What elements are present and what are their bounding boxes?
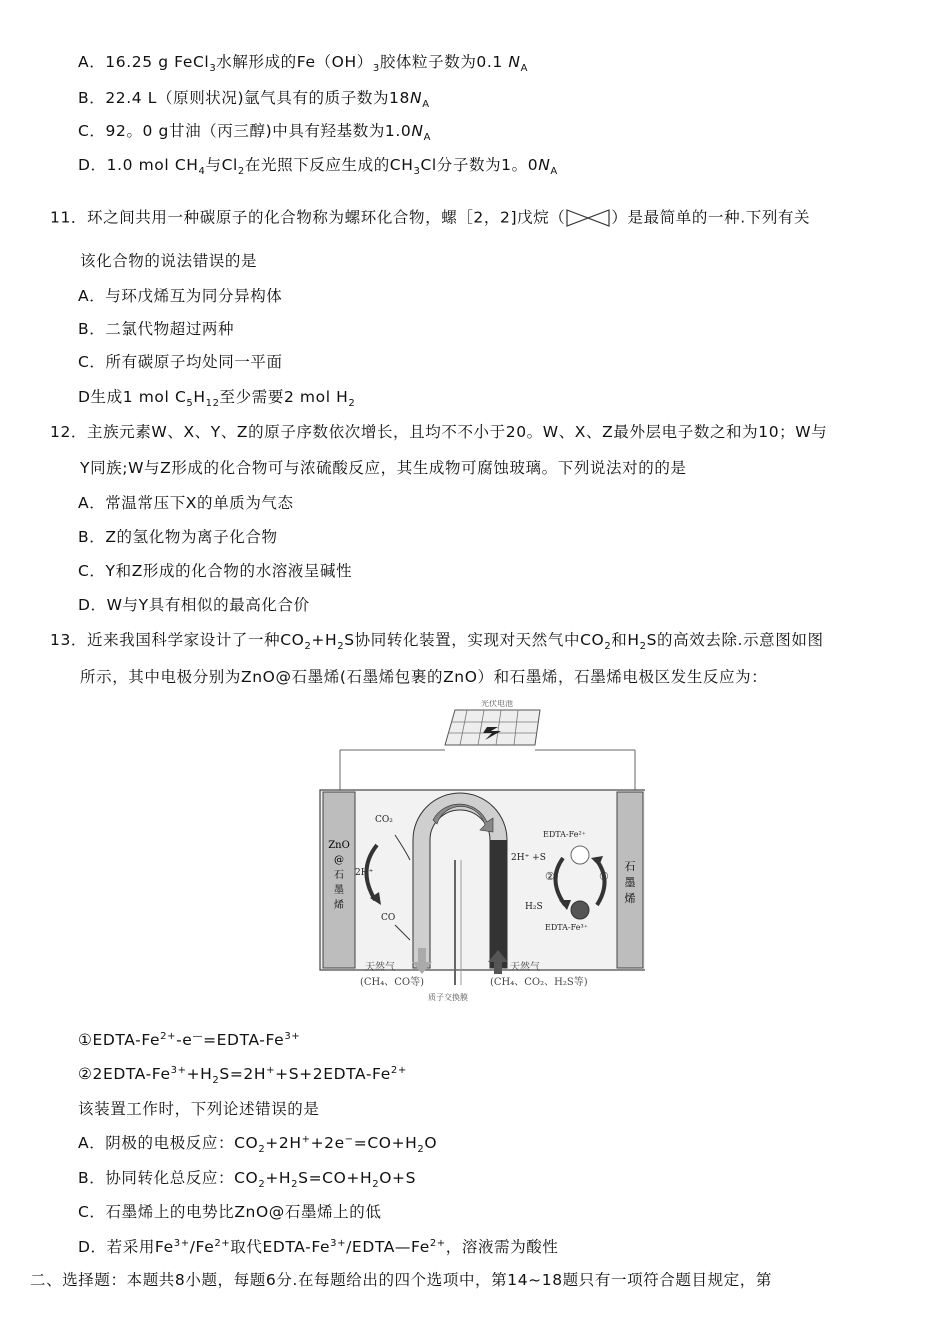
gas-in-label: 天然气 — [510, 962, 540, 973]
text-segment: ）是最简单的一种.下列有关 — [611, 208, 811, 227]
text-line — [78, 121, 432, 144]
text-segment: B．协同转化总反应：CO — [78, 1169, 259, 1187]
text-segment: 3 — [413, 166, 421, 178]
text-segment: 2+ — [429, 1237, 446, 1249]
text-line — [50, 630, 824, 653]
text-segment: + — [301, 1133, 311, 1145]
text-line — [78, 52, 529, 75]
text-segment: +S+2EDTA-Fe — [275, 1065, 391, 1083]
text-segment: D生成1 mol C — [78, 388, 187, 406]
text-segment: A．常温常压下X的单质为气态 — [78, 494, 294, 512]
edta-fe3-label: EDTA-Fe³⁺ — [545, 923, 588, 932]
h2s-label: H₂S — [525, 902, 543, 912]
fe3-circle — [571, 901, 589, 919]
text-line — [78, 1202, 381, 1222]
text-segment: + — [266, 1064, 276, 1076]
text-segment: N — [411, 122, 424, 140]
text-segment: 2 — [212, 1075, 220, 1087]
text-segment: 12 — [205, 398, 220, 410]
text-segment: H — [193, 388, 206, 406]
step1-label: ① — [599, 870, 609, 883]
solar-panel-icon — [445, 710, 540, 745]
text-segment: 3+ — [173, 1237, 190, 1249]
text-segment: 二、选择题：本题共8小题，每题6分.在每题给出的四个选项中，第14~18题只有一项符合题目规定，第 — [30, 1271, 772, 1289]
text-segment: 所示，其中电极分别为ZnO@石墨烯(石墨烯包裹的ZnO）和石墨烯，石墨烯电极区发生反应为： — [80, 668, 768, 686]
solar-cell-label: 光伏电池 — [481, 700, 513, 708]
text-segment: A．阴极的电极反应：CO — [78, 1134, 259, 1152]
text-segment: S=2H — [219, 1065, 267, 1083]
text-segment: 3+ — [330, 1237, 347, 1249]
text-line — [80, 667, 767, 687]
text-segment: 4 — [198, 166, 206, 178]
text-segment: 2 — [337, 641, 345, 653]
text-segment: =EDTA-Fe — [203, 1031, 285, 1049]
text-segment: ，溶液需为酸性 — [445, 1238, 559, 1256]
text-segment: A — [422, 99, 430, 111]
text-line — [78, 527, 278, 547]
text-segment: 2 — [417, 1144, 425, 1156]
text-segment: 2 — [348, 398, 356, 410]
text-segment: B．Z的氢化物为离子化合物 — [78, 528, 278, 546]
text-line — [78, 1099, 320, 1119]
text-segment: 2 — [258, 1179, 266, 1191]
text-segment: 2+ — [390, 1064, 407, 1076]
text-segment: 2 — [639, 641, 647, 653]
text-segment: 2 — [291, 1179, 299, 1191]
text-segment: ②2EDTA-Fe — [78, 1065, 171, 1083]
text-segment: 水解形成的Fe（OH） — [216, 53, 373, 71]
spiropentane-structure-icon — [565, 207, 611, 229]
text-line — [78, 319, 234, 339]
text-segment: S协同转化装置，实现对天然气中CO — [344, 631, 605, 649]
text-segment: S的高效去除.示意图如图 — [646, 631, 824, 649]
text-segment: C．Y和Z形成的化合物的水溶液呈碱性 — [78, 562, 353, 580]
left-electrode-label: ZnO — [328, 840, 350, 851]
text-segment: 2 — [604, 641, 612, 653]
text-segment: ①EDTA-Fe — [78, 1031, 161, 1049]
text-segment: N — [508, 53, 521, 71]
text-segment: 在光照下反应生成的CH — [244, 156, 414, 174]
text-segment: A — [423, 132, 432, 144]
text-segment: 取代EDTA-Fe — [230, 1238, 331, 1256]
right-electrode-label: 墨 — [624, 876, 636, 889]
text-segment: B．二氯代物超过两种 — [78, 320, 235, 338]
text-segment: 2 — [237, 166, 245, 178]
text-segment: Y同族;W与Z形成的化合物可与浓硫酸反应，其生成物可腐蚀玻璃。下列说法对的的是 — [80, 459, 687, 477]
text-segment: 至少需要2 mol H — [219, 388, 349, 406]
text-segment: A．与环戊烯互为同分异构体 — [78, 287, 283, 305]
text-segment: 3+ — [170, 1064, 187, 1076]
text-segment: 2 — [372, 1179, 380, 1191]
text-segment: 12．主族元素W、X、Y、Z的原子序数依次增长，且均不不小于20。W、X、Z最外层电子数之和为10；W与 — [50, 423, 828, 441]
text-segment: 13．近来我国科学家设计了一种CO — [50, 631, 305, 649]
text-segment: O+S — [379, 1169, 417, 1187]
text-segment: Cl分子数为1。0 — [420, 156, 539, 174]
text-line — [78, 1030, 300, 1050]
text-line — [50, 207, 810, 229]
text-segment: O — [424, 1134, 438, 1152]
text-segment: D．W与Y具有相似的最高化合价 — [78, 596, 310, 614]
text-line — [78, 1064, 407, 1087]
text-segment: A — [550, 166, 558, 178]
text-line — [78, 595, 310, 615]
left-electrode-label: 墨 — [334, 885, 344, 896]
left-electrode-label: @ — [334, 855, 344, 866]
u-tube-right-arm — [490, 840, 507, 968]
text-segment: S=CO+H — [298, 1169, 373, 1187]
text-segment: 2 — [304, 641, 312, 653]
text-segment: 3+ — [284, 1030, 301, 1042]
text-segment: 和H — [611, 631, 640, 649]
text-line — [78, 1168, 417, 1191]
text-segment: 3 — [372, 63, 380, 75]
text-segment: C．石墨烯上的电势比ZnO@石墨烯上的低 — [78, 1203, 382, 1221]
gas-in-composition: (CH₄、CO₂、H₂S等) — [490, 977, 588, 988]
text-segment: 该装置工作时，下列论述错误的是 — [78, 1100, 320, 1118]
h-plus-s-label: 2H⁺ +S — [511, 853, 546, 863]
fe2-circle — [571, 846, 589, 864]
text-line — [78, 1237, 559, 1257]
text-segment: /Fe — [189, 1238, 215, 1256]
text-segment: B．22.4 L（原则状况)氩气具有的质子数为18 — [78, 89, 410, 107]
gas-out-label: 天然气 — [365, 962, 395, 973]
text-segment: A — [520, 63, 529, 75]
left-electrode-label: 烯 — [334, 900, 344, 911]
h-plus-label: 2H⁺ — [355, 868, 374, 878]
text-segment: 2+ — [214, 1237, 231, 1249]
co-label: CO — [381, 913, 396, 923]
text-segment: +H — [311, 631, 338, 649]
left-electrode-label: 石 — [334, 870, 344, 881]
text-segment: =CO+H — [353, 1134, 418, 1152]
text-line — [78, 286, 282, 306]
edta-fe2-label: EDTA-Fe²⁺ — [543, 830, 586, 839]
text-segment: +2H — [265, 1134, 302, 1152]
text-line — [78, 1133, 438, 1156]
text-line — [78, 561, 352, 581]
text-line — [80, 251, 257, 271]
right-electrode-label: 石 — [624, 860, 636, 873]
text-segment: 3 — [209, 63, 217, 75]
text-line — [78, 387, 356, 410]
electrolysis-device-figure — [315, 700, 645, 1010]
text-segment: D．1.0 mol CH — [78, 156, 199, 174]
text-segment: /EDTA—Fe — [346, 1238, 430, 1256]
text-segment: 该化合物的说法错误的是 — [80, 252, 258, 270]
right-electrode-label: 烯 — [624, 892, 636, 905]
text-segment: 2 — [258, 1144, 266, 1156]
text-line — [78, 493, 294, 513]
text-segment: 11．环之间共用一种碳原子的化合物称为螺环化合物，螺［2，2]戊烷（ — [50, 208, 566, 227]
text-line — [50, 422, 827, 442]
text-segment: A．16.25 g FeCl — [78, 53, 210, 71]
text-segment: N — [538, 156, 551, 174]
step2-label: ② — [545, 870, 555, 883]
text-segment: -e — [176, 1031, 193, 1049]
text-segment: C．92。0 g甘油（丙三醇)中具有羟基数为1.0 — [78, 122, 412, 140]
membrane-label: 质子交换膜 — [428, 993, 468, 1002]
text-segment: +H — [265, 1169, 292, 1187]
text-line — [78, 352, 283, 372]
text-segment: 与Cl — [205, 156, 238, 174]
text-line — [80, 458, 687, 478]
text-line — [78, 155, 558, 178]
text-line — [30, 1270, 772, 1290]
text-segment: 2+ — [160, 1030, 177, 1042]
text-segment: − — [344, 1133, 354, 1145]
text-line — [78, 88, 430, 111]
text-segment: D．若采用Fe — [78, 1238, 174, 1256]
text-segment: — — [192, 1030, 204, 1042]
text-segment: N — [409, 89, 423, 107]
text-segment: +H — [186, 1065, 213, 1083]
co2-label: CO₂ — [375, 815, 393, 825]
text-segment: 5 — [186, 398, 194, 410]
text-segment: C．所有碳原子均处同一平面 — [78, 353, 283, 371]
text-segment: +2e — [310, 1134, 345, 1152]
text-segment: 胶体粒子数为0.1 — [379, 53, 509, 71]
gas-out-composition: (CH₄、CO等) — [360, 977, 425, 988]
